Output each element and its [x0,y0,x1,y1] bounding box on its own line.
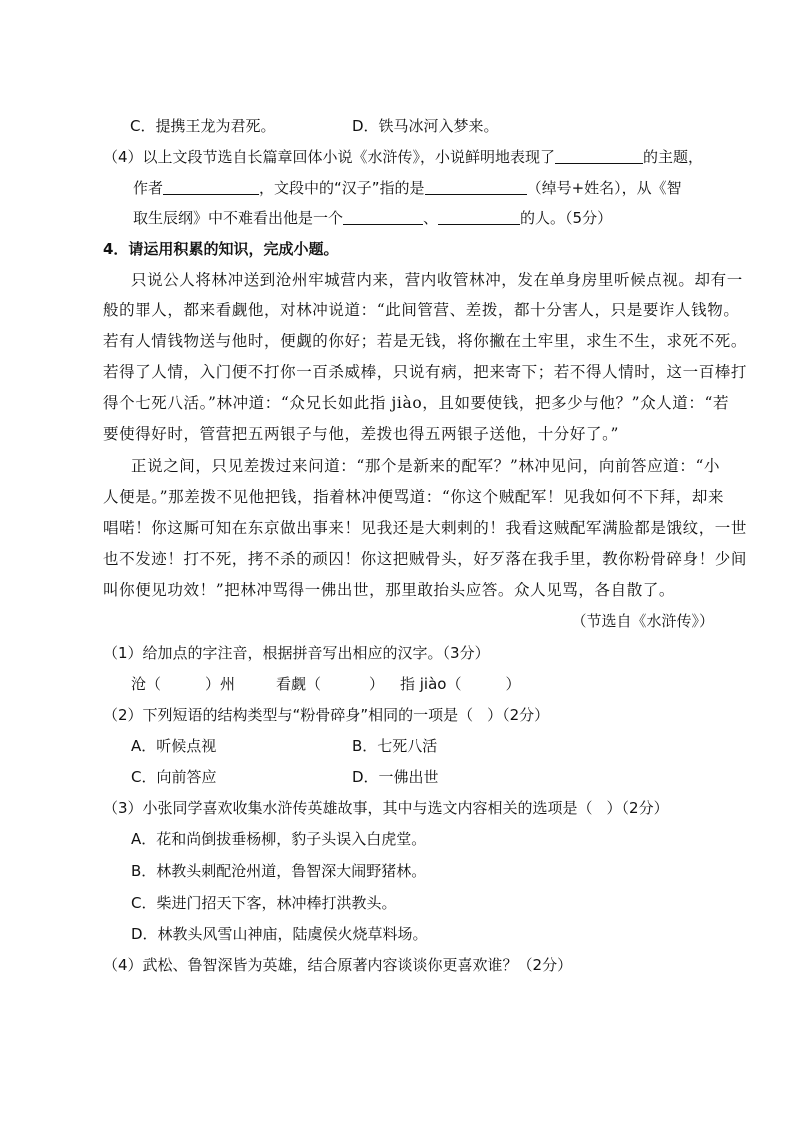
passage-p2-line-3: 唱喏！你这厮可知在东京做出事来！见我还是大剌剌的！我看这贼配军满脸都是饿纹，一世 [103,519,748,537]
item-jiao-suffix: ） [505,675,521,693]
passage-source: （节选自《水浒传》） [571,612,714,630]
sub2-stem-b: ）（2分） [487,706,550,724]
answer-blank-author[interactable] [163,179,259,195]
sub2-option-c[interactable]: C．向前答应 [131,768,217,786]
item-qu-prefix: 看觑（ [276,675,322,693]
sub3-option-b[interactable]: B．林教头刺配沧州道，鲁智深大闹野猪林。 [131,862,427,880]
sub3-option-c[interactable]: C．柴进门招天下客，林冲棒打洪教头。 [131,894,397,912]
q3-4-text-a: （4）以上文段节选自长篇章回体小说《水浒传》，小说鲜明地表现了 [103,148,556,166]
question-3-4-line-2 [133,178,682,198]
item-qu-suffix: ） [369,675,385,693]
passage-p2-line-1: 正说之间，只见差拨过来问道：“那个是新来的配军？”林冲见问，向前答应道：“小 [131,457,721,475]
sub2-option-d[interactable]: D．一佛出世 [352,768,439,786]
passage-p2-line-5: 叫你便见功效！”把林冲骂得一佛出世，那里敢抬头应答。众人见骂，各自散了。 [103,581,676,599]
question-4-heading: 4．请运用积累的知识，完成小题。 [103,240,339,258]
sub-question-4-stem: （4）武松、鲁智深皆为英雄，结合原著内容谈谈你更喜欢谁？（2分） [103,956,573,974]
sub2-option-b[interactable]: B．七死八活 [352,737,438,755]
question-3-4-line-3 [133,208,612,228]
sub-question-2-stem [103,705,549,725]
q3-4-text-b: 的主题， [643,148,704,166]
sub-question-1-item-jiao [400,674,521,694]
question-3-4-line-1 [103,147,703,167]
passage-p1-line-3: 若有人情钱物送与他时，便觑的你好；若是无钱，将你撇在土牢里，求生不生，求死不死。 [103,332,748,350]
passage-p1-line-2: 般的罪人，都来看觑他，对林冲说道：“此间管营、差拨，都十分害人，只是要诈人钱物。 [103,301,740,319]
answer-blank-theme[interactable] [555,148,643,164]
q3-4-text-d: ，文段中的“汉子”指的是 [259,179,425,197]
sub-question-1-stem: （1）给加点的字注音，根据拼音写出相应的汉字。（3分） [103,644,490,662]
q3-4-text-h: 的人。（5分） [520,209,613,227]
sub3-option-a[interactable]: A．花和尚倒拔垂杨柳，豹子头误入白虎堂。 [131,830,427,848]
sub3-stem-a: （3）小张同学喜欢收集水浒传英雄故事，其中与选文内容相关的选项是（ [103,799,593,817]
q3-4-text-f: 取生辰纲》中不难看出他是一个 [133,209,344,227]
passage-p1-line-1: 只说公人将林冲送到沧州牢城营内来，营内收管林冲，发在单身房里听候点视。却有一 [131,271,743,289]
item-jiao-prefix: 指 jiào（ [400,675,462,693]
sub-question-1-item-cang [131,674,235,694]
sub-question-3-stem [103,798,669,818]
sub3-option-d[interactable]: D．林教头风雪山神庙，陆虞侯火烧草料场。 [131,925,428,943]
passage-p2-line-2: 人便是。”那差拨不见他把钱，指着林冲便骂道：“你这个贼配军！见我如何不下拜，却来 [103,488,725,506]
passage-p2-line-4: 也不发迹！打不死，拷不杀的顽囚！你这把贼骨头，好歹落在我手里，教你粉骨碎身！少间 [103,550,748,568]
sub2-option-a[interactable]: A．听候点视 [131,737,217,755]
sub-question-1-item-qu [276,674,384,694]
answer-blank-trait-2[interactable] [438,209,520,225]
option-c: C．提携王龙为君死。 [130,117,276,135]
q3-4-text-g: 、 [423,209,439,227]
sub3-stem-b: ）（2分） [606,799,669,817]
item-cang-prefix: 沧（ [131,675,162,693]
sub2-stem-a: （2）下列短语的结构类型与“粉骨碎身”相同的一项是（ [103,706,474,724]
item-cang-suffix: ）州 [205,675,236,693]
passage-p1-line-4: 若得了人情，入门便不打你一百杀威棒，只说有病，把来寄下；若不得人情时，这一百棒打 [103,363,748,381]
option-d: D．铁马冰河入梦来。 [352,117,499,135]
passage-p1-line-6: 要使得好时，管营把五两银子与他，差拨也得五两银子送他，十分好了。” [103,425,619,443]
q3-4-text-e: （绰号+姓名），从《智 [526,179,682,197]
q3-4-text-c: 作者 [133,179,164,197]
answer-blank-trait-1[interactable] [343,209,423,225]
answer-blank-hanzi[interactable] [425,179,527,195]
passage-p1-line-5: 得个七死八活。”林冲道：“众兄长如此指 jiào，且如要使钱，把多少与他？”众人道：“若 [103,394,730,412]
